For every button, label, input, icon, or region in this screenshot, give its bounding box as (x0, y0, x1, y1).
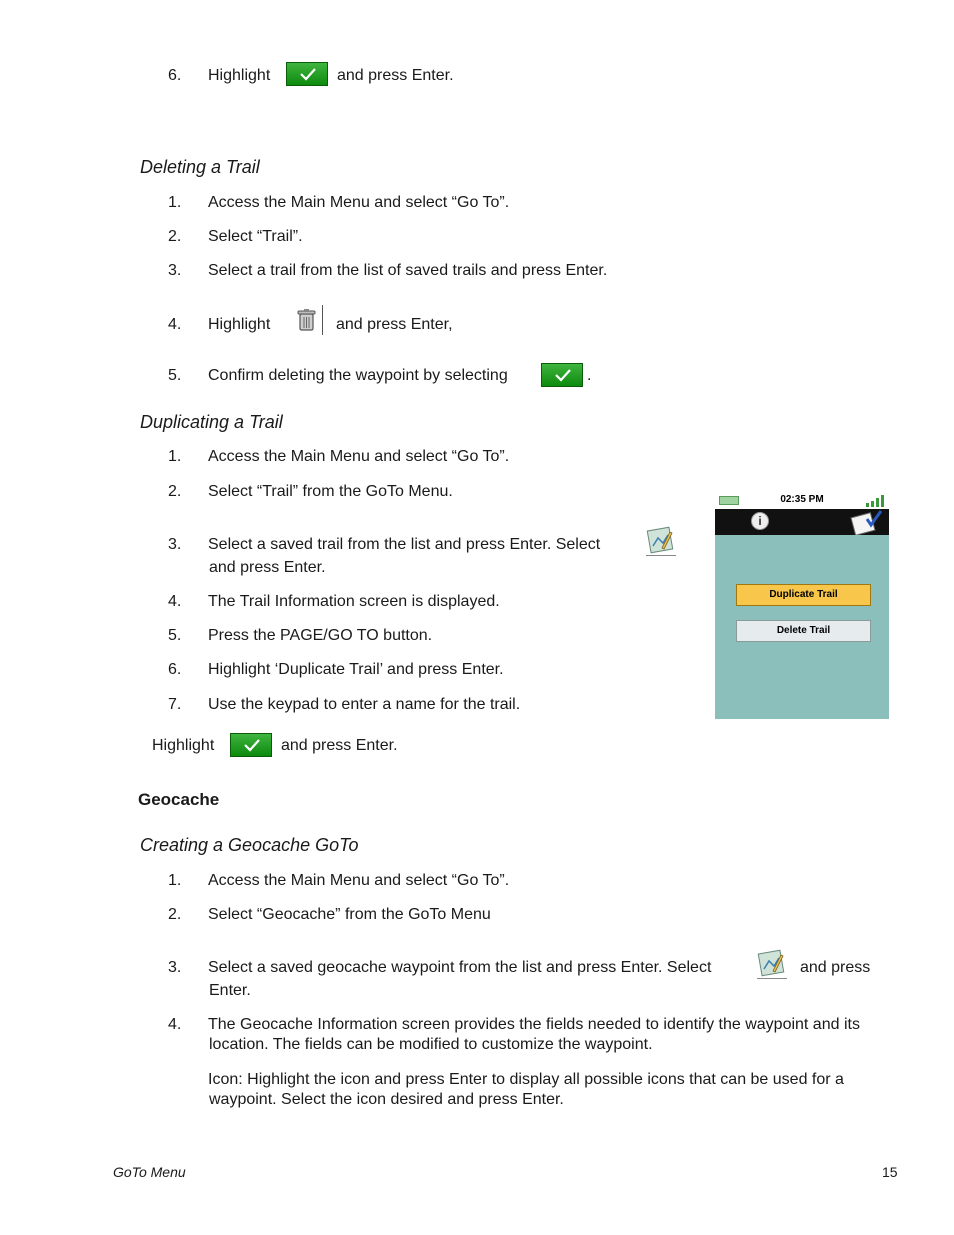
step-text: Press the PAGE/GO TO button. (208, 627, 433, 644)
device-time: 02:35 PM (780, 494, 824, 505)
device-screenshot (715, 493, 889, 719)
step-number: 2. (168, 483, 182, 500)
step-number: 3. (168, 262, 182, 279)
step-text: Select “Trail”. (208, 228, 303, 245)
step-text: Highlight ‘Duplicate Trail’ and press Enter. (208, 661, 504, 678)
paragraph-text: waypoint. Select the icon desired and press Enter. (209, 1091, 564, 1108)
step-text: Select a saved trail from the list and press Enter. Select (208, 536, 601, 553)
delete-trail-button[interactable]: Delete Trail (736, 620, 871, 642)
step-number: 7. (168, 696, 182, 713)
step-text: Select “Geocache” from the GoTo Menu (208, 906, 491, 923)
step-text: and press Enter. (281, 737, 398, 754)
step-text: Use the keypad to enter a name for the trail. (208, 696, 521, 713)
step-text: Access the Main Menu and select “Go To”. (208, 872, 510, 889)
step-number: 2. (168, 228, 182, 245)
footer-chapter: GoTo Menu (113, 1164, 186, 1180)
checkmark-icon (541, 363, 583, 387)
step-text: The Trail Information screen is displayed. (208, 593, 500, 610)
step-number: 1. (168, 872, 182, 889)
checkmark-icon (230, 733, 272, 757)
step-text: Highlight (208, 67, 271, 84)
page-number: 15 (882, 1164, 898, 1180)
subsection-title: Creating a Geocache GoTo (140, 835, 359, 855)
step-text: Confirm deleting the waypoint by selecting (208, 367, 508, 384)
section-heading: Geocache (138, 790, 220, 809)
step-text: Select a saved geocache waypoint from the list and press Enter. Select (208, 959, 712, 976)
step-text: Highlight (152, 737, 215, 754)
info-icon[interactable]: i (751, 512, 769, 530)
step-text: . (587, 367, 592, 384)
step-number: 4. (168, 593, 182, 610)
step-text: Select “Trail” from the GoTo Menu. (208, 483, 453, 500)
paragraph-text: Icon: Highlight the icon and press Enter to display all possible icons that can be used for a (208, 1071, 844, 1088)
step-number: 1. (168, 448, 182, 465)
trash-icon (293, 305, 323, 335)
step-text: and press (800, 959, 871, 976)
duplicate-trail-button[interactable]: Duplicate Trail (736, 584, 871, 606)
step-number: 4. (168, 316, 182, 333)
subsection-title: Duplicating a Trail (140, 412, 283, 432)
step-number: 6. (168, 67, 182, 84)
step-text: and press Enter, (336, 316, 453, 333)
step-text: Access the Main Menu and select “Go To”. (208, 194, 510, 211)
checkmark-icon (286, 62, 328, 86)
step-text: and press Enter. (337, 67, 454, 84)
step-number: 3. (168, 536, 182, 553)
step-text: Highlight (208, 316, 271, 333)
step-text: Select a trail from the list of saved trails and press Enter. (208, 262, 608, 279)
step-number: 3. (168, 959, 182, 976)
map-edit-icon (646, 526, 676, 556)
step-text: Access the Main Menu and select “Go To”. (208, 448, 510, 465)
device-status-bar (715, 493, 889, 509)
step-number: 6. (168, 661, 182, 678)
step-text: The Geocache Information screen provides the fields needed to identify the waypoint and its (208, 1016, 860, 1033)
checklist-icon[interactable] (849, 509, 887, 535)
step-text: and press Enter. (209, 559, 326, 576)
step-number: 5. (168, 367, 182, 384)
map-edit-icon (757, 949, 787, 979)
device-toolbar (715, 509, 889, 535)
signal-icon (865, 494, 887, 507)
subsection-title: Deleting a Trail (140, 157, 260, 177)
step-number: 1. (168, 194, 182, 211)
step-number: 5. (168, 627, 182, 644)
step-text: location. The fields can be modified to customize the waypoint. (209, 1036, 653, 1053)
step-number: 2. (168, 906, 182, 923)
step-number: 4. (168, 1016, 182, 1033)
step-text: Enter. (209, 982, 251, 999)
